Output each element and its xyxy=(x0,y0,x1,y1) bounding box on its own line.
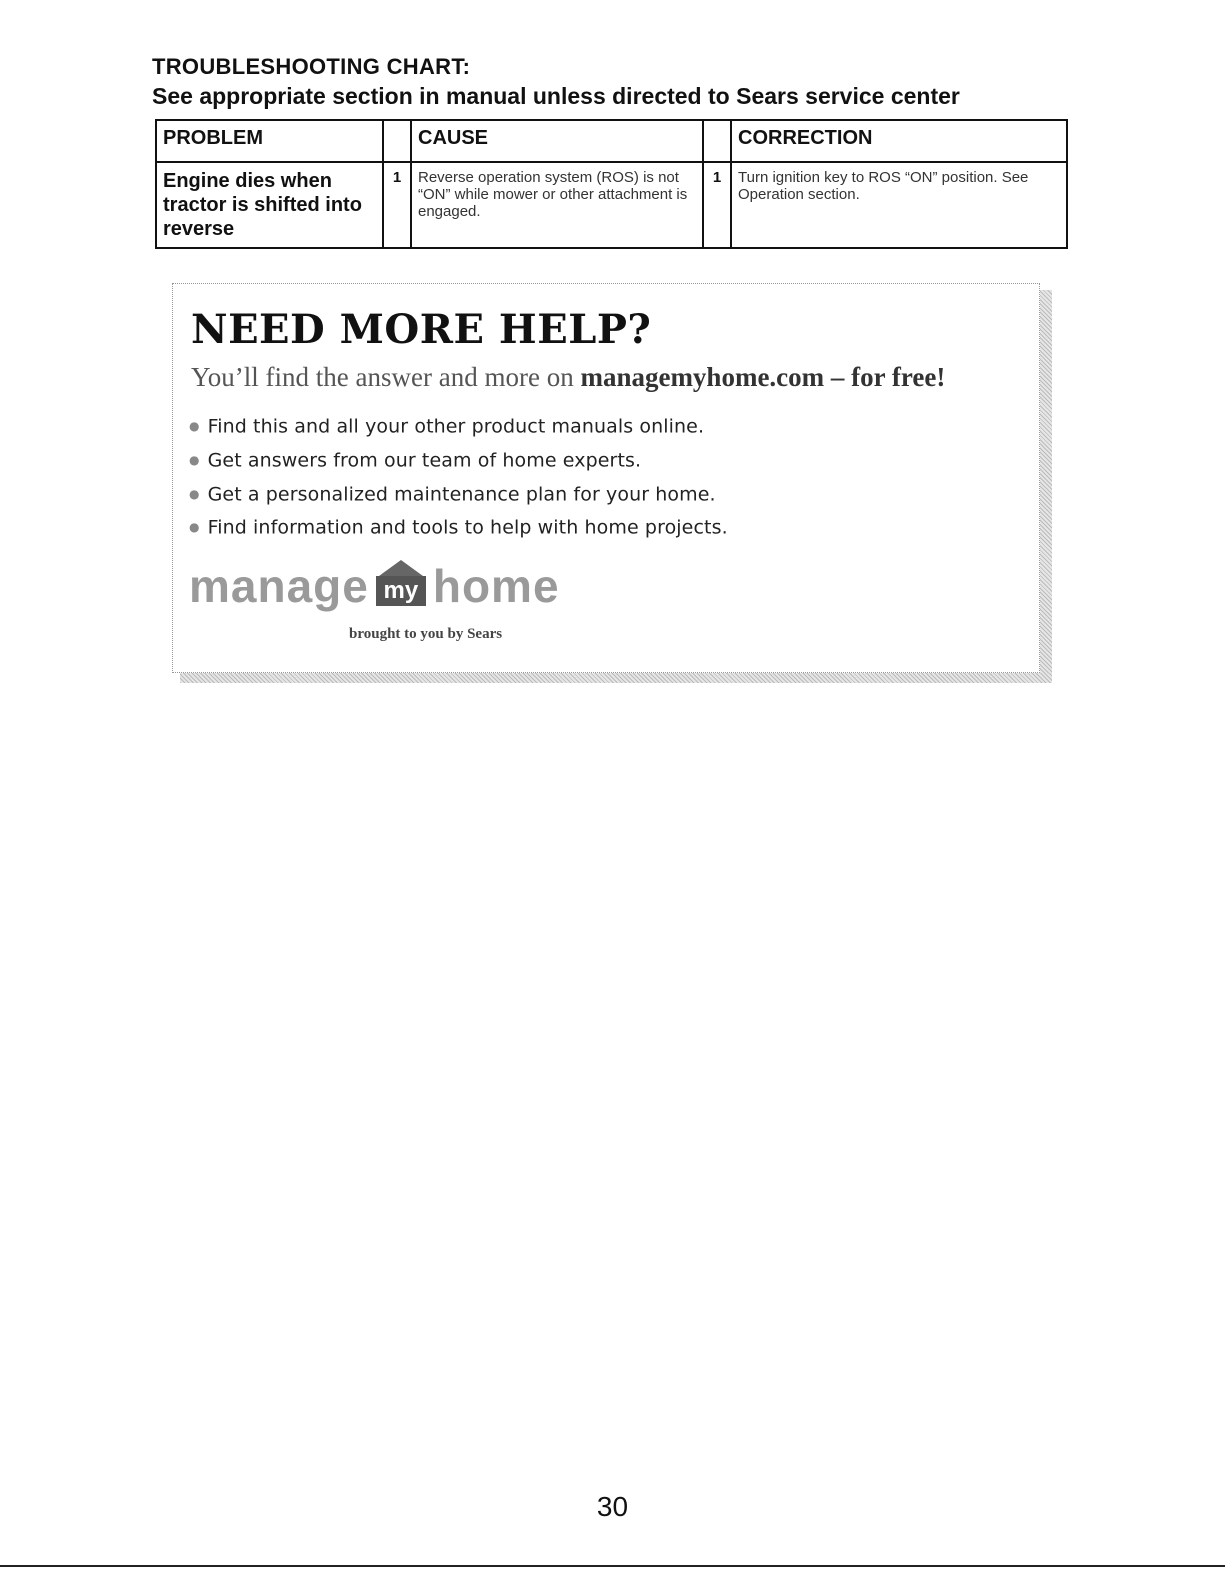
house-icon xyxy=(373,560,429,612)
bullet-icon: ● xyxy=(189,452,200,467)
list-item-text: Find information and tools to help with home projects. xyxy=(207,516,728,539)
logo-word-right: home xyxy=(432,560,560,612)
help-bullet-list xyxy=(189,410,728,545)
page-number: 30 xyxy=(596,1491,629,1522)
table-header-row xyxy=(156,120,1067,162)
troubleshooting-table xyxy=(155,119,1068,249)
logo-word-middle: my xyxy=(376,576,426,606)
cause-cell: Reverse operation system (ROS) is not “ON” while mower or other attachment is engaged. xyxy=(411,162,703,248)
help-site-link[interactable]: managemyhome.com xyxy=(580,362,825,392)
correction-number: 1 xyxy=(703,162,731,248)
page-title: TROUBLESHOOTING CHART: xyxy=(152,54,471,79)
bullet-icon: ● xyxy=(189,520,200,535)
logo-tagline: brought to you by Sears xyxy=(349,626,503,642)
list-item-text: Get a personalized maintenance plan for your home. xyxy=(207,482,716,505)
column-header-problem: PROBLEM xyxy=(156,120,383,162)
table-row xyxy=(156,162,1067,248)
bullet-icon: ● xyxy=(189,486,200,501)
list-item-text: Get answers from our team of home experts. xyxy=(207,449,642,471)
house-roof-icon xyxy=(379,560,423,576)
page-bottom-divider xyxy=(0,1565,1225,1567)
help-box xyxy=(172,283,1040,673)
column-header-correction: CORRECTION xyxy=(731,120,1067,162)
help-intro-prefix: You’ll find the answer and more on xyxy=(191,362,574,392)
cause-number: 1 xyxy=(383,162,411,248)
column-header-cause: CAUSE xyxy=(411,120,703,162)
list-item-text: Find this and all your other product manuals online. xyxy=(207,415,705,438)
bullet-icon: ● xyxy=(189,419,200,433)
correction-cell: Turn ignition key to ROS “ON” position. See Operation section. xyxy=(731,162,1067,248)
help-intro-suffix: – for free! xyxy=(830,362,946,392)
help-intro xyxy=(191,362,945,393)
problem-cell: Engine dies when tractor is shifted into reverse xyxy=(156,162,383,248)
logo-word-left: manage xyxy=(189,560,369,612)
help-box-shadow xyxy=(180,673,1052,683)
page-subtitle: See appropriate section in manual unless directed to Sears service center xyxy=(152,83,960,109)
list-item xyxy=(189,511,728,545)
list-item xyxy=(189,478,728,512)
column-header-spacer xyxy=(383,120,411,162)
list-item xyxy=(189,444,728,478)
help-heading: NEED MORE HELP? xyxy=(191,306,652,353)
column-header-spacer xyxy=(703,120,731,162)
list-item xyxy=(189,410,728,444)
managemyhome-logo xyxy=(189,556,560,616)
help-box-shadow xyxy=(1040,290,1052,682)
